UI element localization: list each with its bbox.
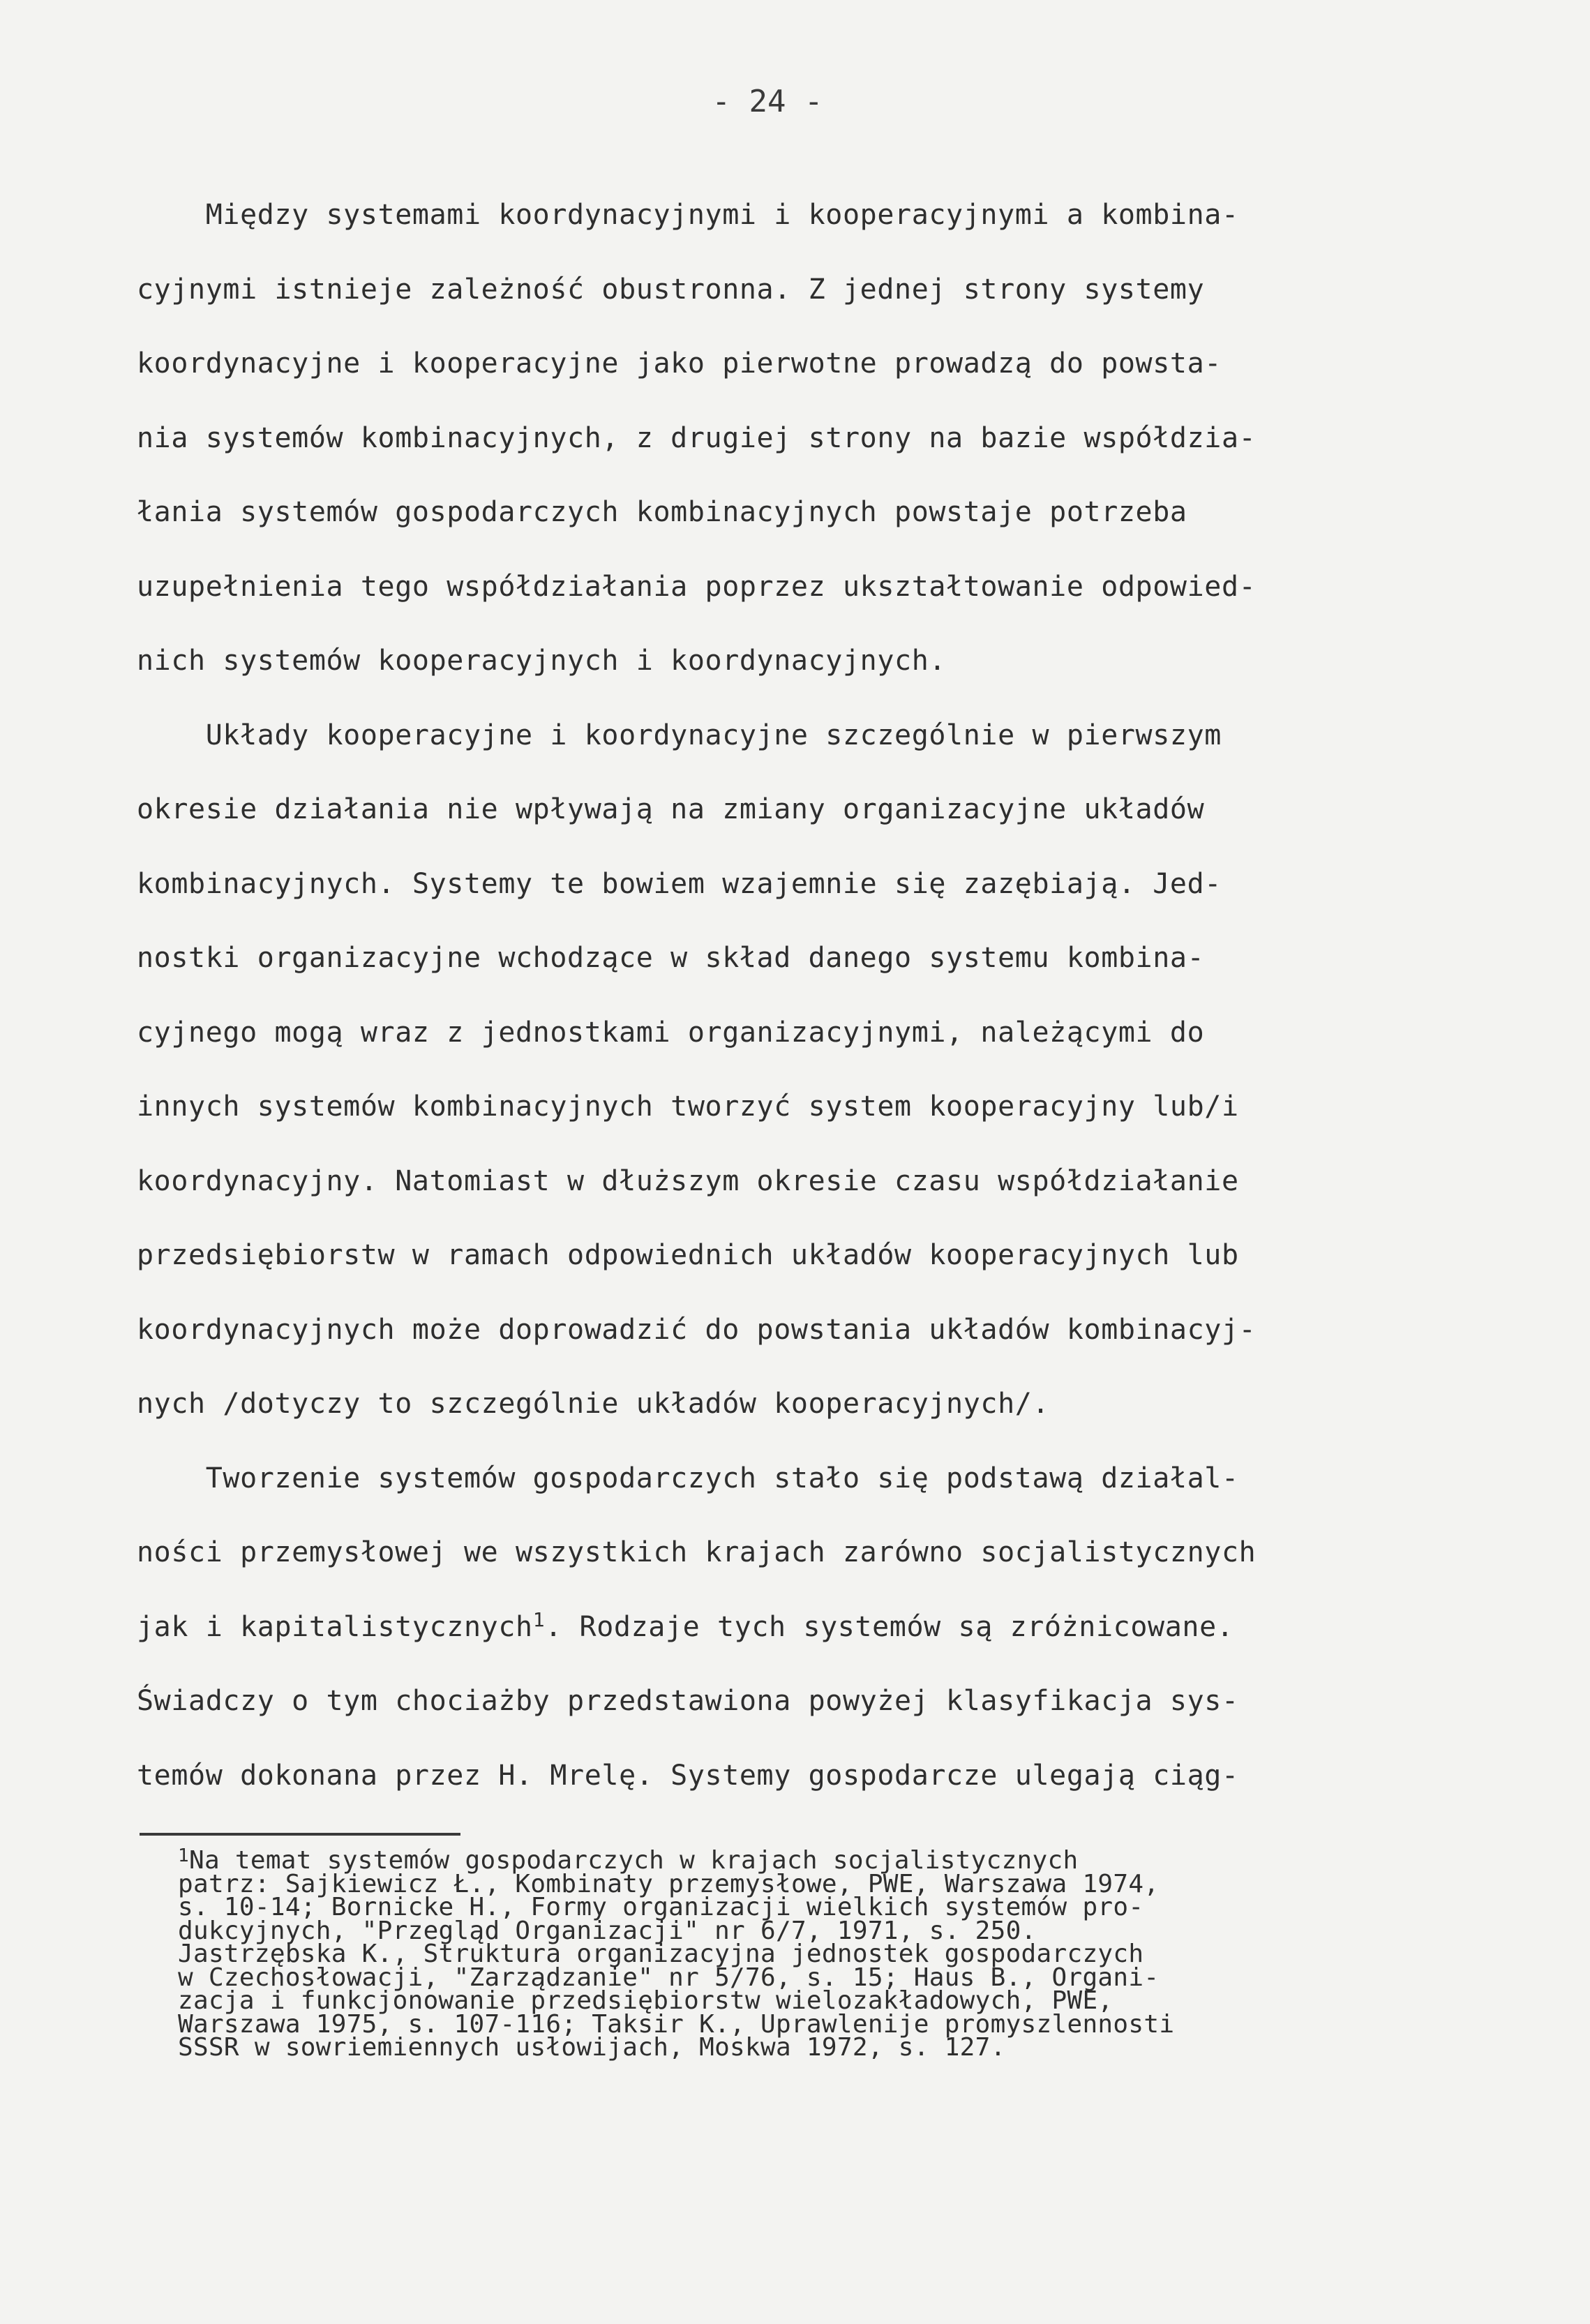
- body-line: cyjnymi istnieje zależność obustronna. Z jednej strony systemy: [137, 273, 1205, 306]
- body-line: ności przemysłowej we wszystkich krajach zarówno socjalistycznych: [137, 1536, 1257, 1568]
- body-line: Świadczy o tym chociażby przedstawiona powyżej klasyfikacja sys-: [137, 1685, 1239, 1717]
- footnote-line: w Czechosłowacji, "Zarządzanie" nr 5/76, s. 15; Haus B., Organi-: [178, 1963, 1160, 1992]
- body-line: [137, 1590, 1525, 1665]
- footnote-line: s. 10-14; Bornicke H., Formy organizacji wielkich systemów pro-: [178, 1893, 1144, 1921]
- footnote-line: [178, 1845, 1531, 1875]
- footnote-marker: 1: [178, 1845, 189, 1866]
- footnote-line: dukcyjnych, "Przegląd Organizacji" nr 6/7, 1971, s. 250.: [178, 1916, 1037, 1945]
- body-line: cyjnego mogą wraz z jednostkami organizacyjnymi, należącymi do: [137, 1016, 1205, 1049]
- footnote-first-line: Na temat systemów gospodarczych w krajach socjalistycznych: [188, 1846, 1079, 1875]
- body-line: Między systemami koordynacyjnymi i kooperacyjnymi a kombina-: [137, 199, 1239, 231]
- footnote-separator: [140, 1833, 460, 1836]
- body-line: Tworzenie systemów gospodarczych stało się podstawą działal-: [137, 1462, 1239, 1494]
- body-line: innych systemów kombinacyjnych tworzyć system kooperacyjny lub/i: [137, 1090, 1239, 1123]
- footnotes: [178, 1845, 1531, 2062]
- body-line: nostki organizacyjne wchodzące w skład danego systemu kombina-: [137, 942, 1205, 974]
- body-line-end: . Rodzaje tych systemów są zróżnicowane.: [545, 1610, 1234, 1643]
- body-line: okresie działania nie wpływają na zmiany organizacyjne układów: [137, 793, 1205, 825]
- page-number: - 24 -: [712, 84, 823, 119]
- body-line-start: jak i kapitalistycznych: [137, 1610, 533, 1643]
- body-line: temów dokonana przez H. Mrelę. Systemy gospodarcze ulegają ciąg-: [137, 1759, 1239, 1792]
- body-line: przedsiębiorstw w ramach odpowiednich układów kooperacyjnych lub: [137, 1239, 1239, 1271]
- body-line: koordynacyjny. Natomiast w dłuższym okresie czasu współdziałanie: [137, 1164, 1239, 1197]
- body-line: nych /dotyczy to szczególnie układów kooperacyjnych/.: [137, 1388, 1050, 1420]
- body-line: łania systemów gospodarczych kombinacyjnych powstaje potrzeba: [137, 496, 1187, 528]
- footnote-reference: 1: [532, 1607, 546, 1631]
- body-line: nia systemów kombinacyjnych, z drugiej strony na bazie współdzia-: [137, 421, 1257, 454]
- footnote-line: zacja i funkcjonowanie przedsiębiorstw wielozakładowych, PWE,: [178, 1986, 1113, 2015]
- body-line: Układy kooperacyjne i koordynacyjne szczególnie w pierwszym: [137, 719, 1222, 751]
- footnote-line: Jastrzębska K., Struktura organizacyjna jednostek gospodarczych: [178, 1940, 1144, 1968]
- body-line: kombinacyjnych. Systemy te bowiem wzajemnie się zazębiają. Jed-: [137, 867, 1222, 900]
- body-line: koordynacyjne i kooperacyjne jako pierwotne prowadzą do powsta-: [137, 347, 1222, 380]
- footnote-line: Warszawa 1975, s. 107-116; Taksir K., Uprawlenije promyszlennosti: [178, 2009, 1175, 2039]
- footnote-line: patrz: Sajkiewicz Ł., Kombinaty przemysłowe, PWE, Warszawa 1974,: [178, 1869, 1160, 1898]
- body-line: nich systemów kooperacyjnych i koordynacyjnych.: [137, 645, 947, 677]
- footnote-line: SSSR w sowriemiennych usłowijach, Moskwa 1972, s. 127.: [178, 2033, 1006, 2062]
- body-line: uzupełnienia tego współdziałania poprzez ukształtowanie odpowied-: [137, 570, 1257, 603]
- body-line: koordynacyjnych może doprowadzić do powstania układów kombinacyj-: [137, 1313, 1257, 1346]
- body-text: [137, 178, 1525, 1813]
